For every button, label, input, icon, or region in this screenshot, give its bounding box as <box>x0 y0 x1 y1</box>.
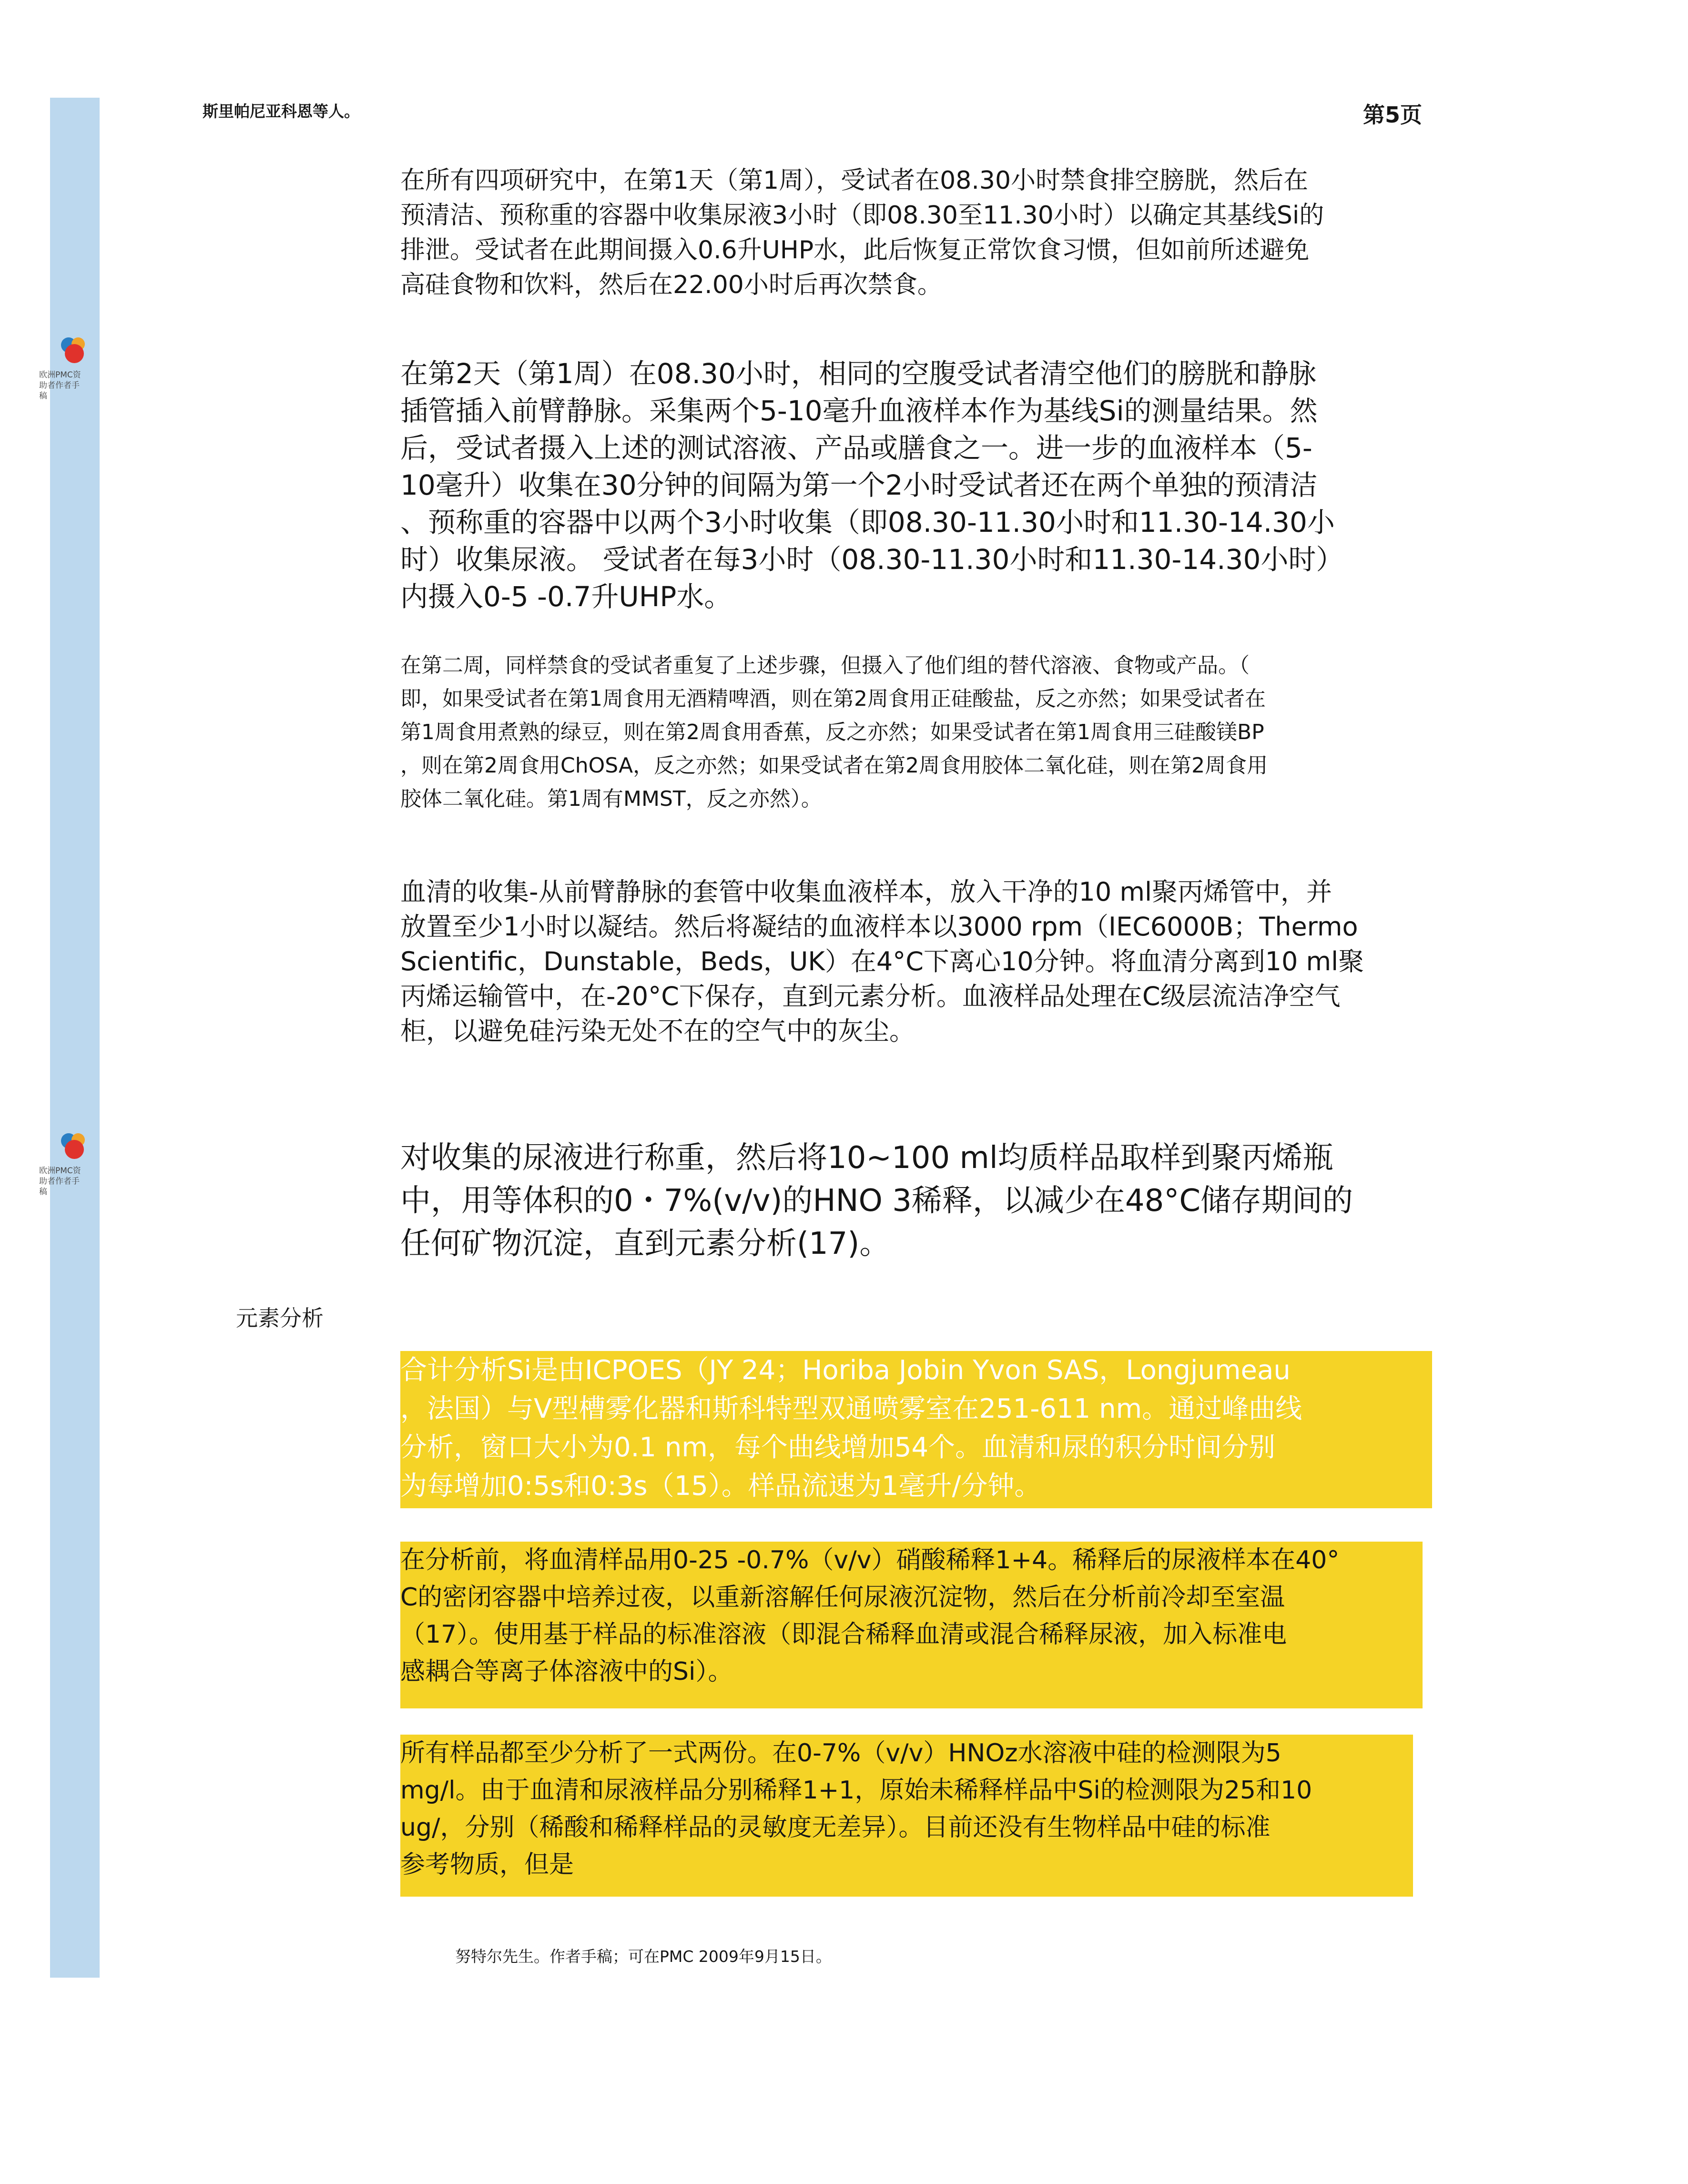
europe-pmc-logo-icon <box>56 1129 90 1163</box>
page-number: 第5页 <box>1363 102 1423 128</box>
body-paragraph: 在第2天（第1周）在08.30小时，相同的空腹受试者清空他们的膀胱和静脉 插管插入前臂静脉。采集两个5-10毫升血液样本作为基线Si的测量结果。然 后，受试者摄入上述的测试溶液、产品或膳食之一。进一步的血液样本（5- 10毫升）收集在30分钟的间隔为第一个2小时受试者还在两个单独的预清洁 、预称重的容器中以两个3小时收集（即08.30-11.30小时和11.30-14.30小 时）收集尿液。 受试者在每3小时（08.30-11.30小时和11.30-14.30小时） 内摄入0-5 -0.7升UHP水。 <box>400 357 1344 613</box>
pmc-funder-label: 欧洲PMC资 助者作者手 稿 <box>39 370 81 401</box>
europe-pmc-logo-icon <box>56 334 90 367</box>
highlighted-paragraph: 所有样品都至少分析了一式两份。在0-7%（v/v）HNOz水溶液中硅的检测限为5 mg/l。由于血清和尿液样品分别稀释1+1，原始未稀释样品中Si的检测限为25和10 ug/，分别（稀酸和稀释样品的灵敏度无差异）。目前还没有生物样品中硅的标准 参考物质，但是 <box>400 1735 1413 1897</box>
body-paragraph: 对收集的尿液进行称重，然后将10~100 ml均质样品取样到聚丙烯瓶 中，用等体积的0・7%(v/v)的HNO 3稀释，以减少在48°C储存期间的 任何矿物沉淀，直到元素分析(17)。 <box>400 1140 1353 1261</box>
body-paragraph: 血清的收集-从前臂静脉的套管中收集血液样本，放入干净的10 ml聚丙烯管中，并 放置至少1小时以凝结。然后将凝结的血液样本以3000 rpm（IEC6000B；Thermo Scientific，Dunstable，Beds，UK）在4°C下离心10分钟。将血清分离到10 ml聚 丙烯运输管中，在-20°C下保存，直到元素分析。血液样品处理在C级层流洁净空气 柜，以避免硅污染无处不在的空气中的灰尘。 <box>400 877 1364 1046</box>
body-paragraph: 在所有四项研究中，在第1天（第1周），受试者在08.30小时禁食排空膀胱，然后在 预清洁、预称重的容器中收集尿液3小时（即08.30至11.30小时）以确定其基线Si的 排泄。受试者在此期间摄入0.6升UHP水，此后恢复正常饮食习惯，但如前所述避免 高硅食物和饮料，然后在22.00小时后再次禁食。 <box>400 166 1324 299</box>
running-head-authors: 斯里帕尼亚科恩等人。 <box>203 102 360 121</box>
highlighted-paragraph: 在分析前，将血清样品用0-25 -0.7%（v/v）硝酸稀释1+4。稀释后的尿液样本在40° C的密闭容器中培养过夜，以重新溶解任何尿液沉淀物，然后在分析前冷却至室温 （17）。使用基于样品的标准溶液（即混合稀释血清或混合稀释尿液，加入标准电 感耦合等离子体溶液中的Si）。 <box>400 1542 1423 1708</box>
section-heading: 元素分析 <box>236 1305 324 1331</box>
footer-citation: 努特尔先生。作者手稿；可在PMC 2009年9月15日。 <box>455 1947 832 1966</box>
highlighted-paragraph: 合计分析Si是由ICPOES（JY 24；Horiba Jobin Yvon SAS，Longjumeau ，法国）与V型槽雾化器和斯科特型双通喷雾室在251-611 nm。通过峰曲线 分析，窗口大小为0.1 nm，每个曲线增加54个。血清和尿的积分时间分别 为每增加0:5s和0:3s（15）。样品流速为1毫升/分钟。 <box>400 1351 1432 1508</box>
pmc-funder-label: 欧洲PMC资 助者作者手 稿 <box>39 1166 81 1197</box>
body-paragraph: 在第二周，同样禁食的受试者重复了上述步骤，但摄入了他们组的替代溶液、食物或产品。（ 即，如果受试者在第1周食用无酒精啤酒，则在第2周食用正硅酸盐，反之亦然；如果受试者在 第1周食用煮熟的绿豆，则在第2周食用香蕉，反之亦然；如果受试者在第1周食用三硅酸镁BP ，则在第2周食用ChOSA，反之亦然；如果受试者在第2周食用胶体二氧化硅，则在第2周食用 胶体二氧化硅。第1周有MMST，反之亦然）。 <box>400 653 1268 811</box>
